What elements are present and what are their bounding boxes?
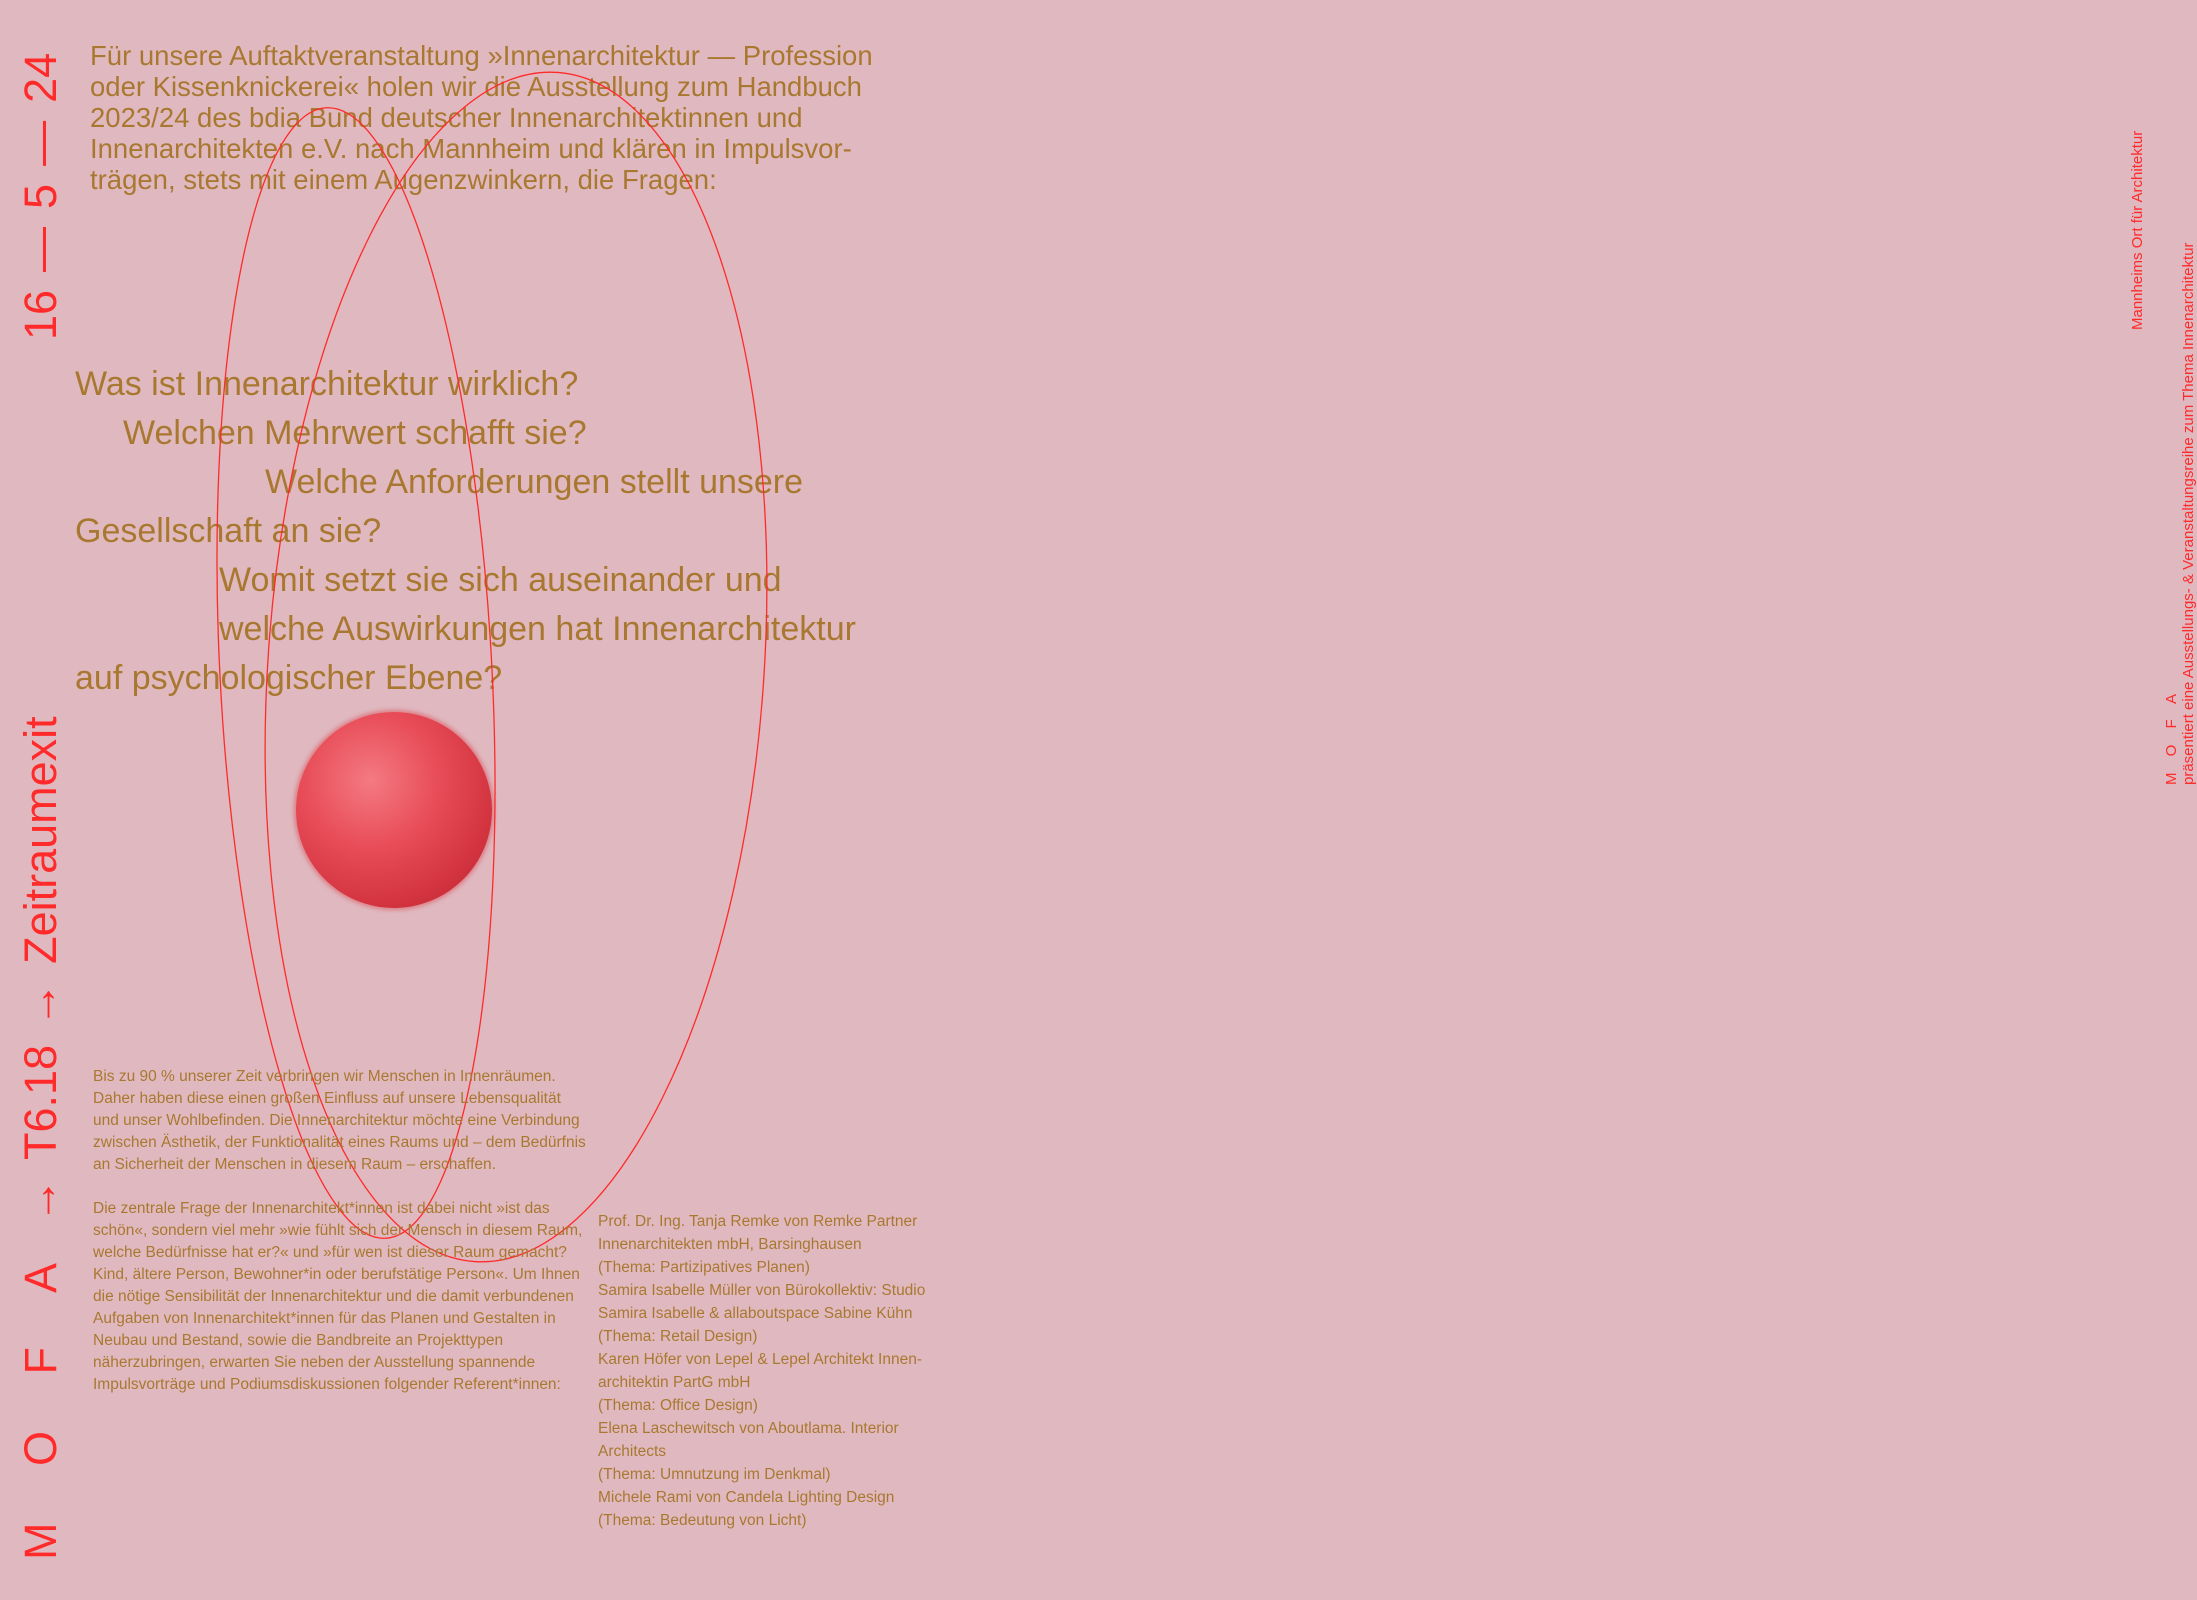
arrow-icon: → (15, 981, 66, 1027)
venue-label: T6.18 (15, 1044, 66, 1160)
event-line (15, 52, 66, 1560)
question-line: Was ist Innenarchitektur wirklich? (75, 365, 579, 403)
speaker-line: (Thema: Office Design) (598, 1397, 758, 1414)
speaker-line: Samira Isabelle & allaboutspace Sabine Kühn (598, 1305, 913, 1322)
speaker-line: (Thema: Retail Design) (598, 1328, 758, 1345)
body-text (93, 1066, 588, 1418)
venue-title: Zeitraumexit (15, 716, 66, 964)
left-vertical-banner (0, 0, 85, 1600)
speaker-line: Prof. Dr. Ing. Tanja Remke von Remke Partner (598, 1213, 918, 1230)
speaker-line: architektin PartG mbH (598, 1374, 751, 1391)
intro-line: Für unsere Auftaktveranstaltung »Innenarchitektur — Profession (90, 40, 873, 71)
speaker-line: (Thema: Umnutzung im Denkmal) (598, 1466, 831, 1483)
tagline-container (2129, 131, 2146, 330)
speaker-line: Karen Höfer von Lepel & Lepel Architekt Innen- (598, 1351, 922, 1368)
speaker-line: Elena Laschewitsch von Aboutlama. Interior (598, 1420, 899, 1437)
arrow-icon: → (15, 1177, 66, 1223)
tagline: Mannheims Ort für Architektur (2129, 130, 2146, 330)
event-date (16, 53, 66, 340)
date-year: 24 (15, 52, 66, 103)
speaker-line: (Thema: Partizipatives Planen) (598, 1259, 810, 1276)
mofa-label-right: M O F A (2163, 687, 2180, 785)
speakers-list (598, 1210, 1078, 1532)
question-line: Welche Anforderungen stellt unsere (265, 463, 804, 501)
intro-line: Innenarchitekten e.V. nach Mannheim und klären in Impulsvor- (90, 133, 852, 164)
body-paragraph: Bis zu 90 % unserer Zeit verbringen wir Menschen in Innenräumen. Daher haben diese einen großen Einfluss auf unsere Lebensqualität und unser Wohlbefinden. Die Innenarchitektur möchte eine Verbindung zwischen Ästhetik, der Funktionalität eines Raums und – dem Bedürfnis an Sicherheit der Menschen in diesem Raum – erschaffen. (93, 1068, 586, 1173)
question-line: auf psychologischer Ebene? (75, 659, 503, 697)
body-paragraph: Die zentrale Frage der Innenarchitekt*innen ist dabei nicht »ist das schön«, sondern viel mehr »wie fühlt sich der Mensch in diesem Raum, welche Bedürfnisse hat er?« und »für wen ist dieser Raum gemacht? Kind, ältere Person, Bewohner*in oder berufstätige Person«. Um Ihnen die nötige Sensibilität der Innenarchitektur und die damit verbundenen Aufgaben von Innenarchitekt*innen für das Planen und Gestalten in Neubau und Bestand, sowie die Bandbreite an Projekttypen näherzubringen, erwarten Sie neben der Ausstellung spannende Impulsvorträge und Podiumsdiskussionen folgender Referent*innen: (93, 1200, 583, 1393)
speaker-line: Innenarchitekten mbH, Barsinghausen (598, 1236, 862, 1253)
question-line: welche Auswirkungen hat Innenarchitektur (219, 610, 856, 648)
intro-line: oder Kissenknickerei« holen wir die Ausstellung zum Handbuch (90, 71, 862, 102)
question-line: Womit setzt sie sich auseinander und (219, 561, 782, 599)
questions-block (75, 360, 1075, 703)
series-description: präsentiert eine Ausstellungs- & Veranstaltungsreihe zum Thema Innenarchitektur (2180, 242, 2197, 785)
mofa-label: M O F A (15, 1240, 66, 1560)
right-vertical-banner (1071, 0, 2197, 1600)
question-line: Gesellschaft an sie? (75, 512, 382, 550)
speaker-line: Samira Isabelle Müller von Bürokollektiv: Studio (598, 1282, 926, 1299)
intro-line: 2023/24 des bdia Bund deutscher Innenarchitektinnen und (90, 102, 803, 133)
date-day: 16 (15, 289, 66, 340)
speaker-line: Architects (598, 1443, 667, 1460)
right-vertical-text (2163, 242, 2197, 785)
intro-paragraph (90, 40, 1060, 195)
red-sphere-graphic (296, 712, 492, 908)
date-month: 5 (15, 183, 66, 209)
speaker-line: Michele Rami von Candela Lighting Design (598, 1489, 895, 1506)
intro-line: trägen, stets mit einem Augenzwinkern, die Fragen: (90, 164, 717, 195)
speaker-line: (Thema: Bedeutung von Licht) (598, 1512, 807, 1529)
date-dash: — (15, 120, 66, 166)
date-dash: — (15, 226, 66, 272)
question-line: Welchen Mehrwert schafft sie? (123, 414, 587, 452)
